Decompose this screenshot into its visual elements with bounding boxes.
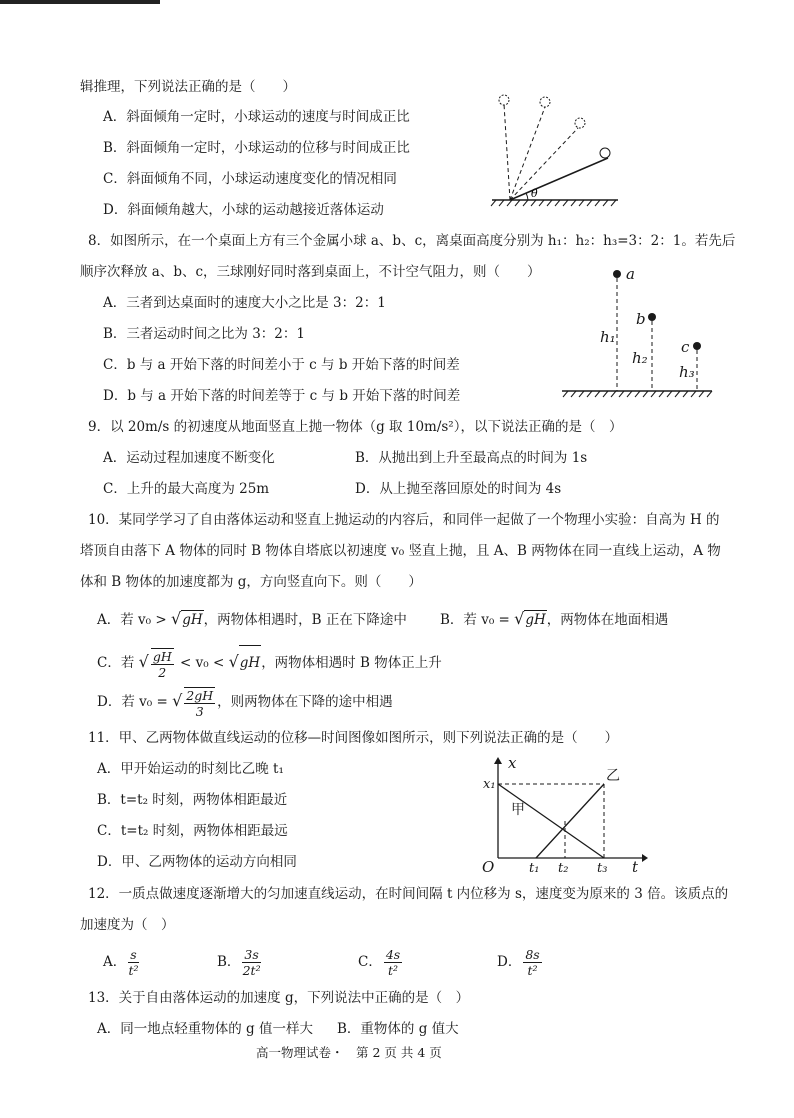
- q10-option-c-fraction: [151, 648, 174, 680]
- q10-option-b-text: ，两物体在地面相遇: [546, 612, 669, 628]
- q12-option-b: [217, 944, 263, 980]
- q8-stem-line2: 顺序次释放 a、b、c，三球刚好同时落到桌面上，不计空气阻力，则（ ）: [80, 264, 541, 280]
- q11-option-a: A．甲开始运动的时刻比乙晚 t₁: [97, 761, 284, 777]
- q10-option-c-middle: < v₀ <: [175, 655, 229, 671]
- q7-stem: 辑推理，下列说法正确的是（ ）: [80, 79, 296, 95]
- q10-option-b: [440, 610, 668, 629]
- q10-option-d-fraction: [184, 687, 215, 719]
- q8-option-c: C．b 与 a 开始下落的时间差小于 c 与 b 开始下落的时间差: [103, 357, 460, 373]
- fraction-numerator: s: [130, 947, 137, 962]
- option-label: D．: [497, 954, 522, 970]
- q11-yi-label: 乙: [606, 768, 620, 784]
- option-fraction: [523, 947, 541, 978]
- q10-option-a-prefix: A．若 v₀ >: [97, 612, 171, 628]
- q10-stem-line1: 10．某同学学习了自由落体运动和竖直上抛运动的内容后，和同伴一起做了一个物理小实验：自高为 H 的: [88, 512, 720, 528]
- q11-t-axis-label: t: [632, 858, 639, 874]
- q13-option-a: A．同一地点轻重物体的 g 值一样大: [97, 1021, 313, 1037]
- q10-option-b-radicand: gH: [525, 612, 546, 628]
- q9-option-d: D．从上抛至落回原处的时间为 4s: [355, 481, 562, 497]
- q8-balls-figure: [560, 262, 720, 402]
- q10-option-d-text: ，则两物体在下降的途中相遇: [217, 694, 393, 710]
- sqrt-sign: √: [170, 609, 182, 628]
- fraction-numerator: 8s: [525, 947, 540, 962]
- q8-label-b: b: [636, 310, 646, 328]
- option-fraction: [384, 947, 402, 978]
- fraction-denominator: 2: [158, 664, 167, 680]
- q12-stem-line2: 加速度为（ ）: [80, 917, 175, 933]
- q8-label-h2: h₂: [632, 349, 648, 367]
- q11-jia-label: 甲: [511, 802, 525, 818]
- fraction-denominator: t²: [388, 963, 399, 978]
- q11-option-c: C．t=t₂ 时刻，两物体相距最远: [97, 823, 288, 839]
- q10-option-a-text: ，两物体相遇时，B 正在下降途中: [203, 612, 407, 628]
- q9-option-b: B．从抛出到上升至最高点的时间为 1s: [355, 450, 588, 466]
- q10-stem-line2: 塔顶自由落下 A 物体的同时 B 物体自塔底以初速度 v₀ 竖直上抛，且 A、B 两物体在同一直线上运动，A 物: [80, 543, 721, 559]
- q11-xt-graph: [478, 754, 650, 874]
- q10-option-b-prefix: B．若 v₀ =: [440, 612, 515, 628]
- q8-label-h1: h₁: [600, 328, 616, 346]
- q8-option-a: A．三者到达桌面时的速度大小之比是 3：2：1: [103, 295, 386, 311]
- q7-option-c: C．斜面倾角不同，小球运动速度变化的情况相同: [103, 171, 397, 187]
- q11-t3-label: t₃: [597, 861, 608, 874]
- fraction-numerator: 4s: [385, 947, 401, 962]
- q10-option-d-prefix: D．若 v₀ =: [97, 694, 173, 710]
- q12-option-a: [103, 944, 141, 980]
- q10-option-c-radicand: gH: [239, 645, 261, 680]
- q12-option-d: [497, 944, 544, 980]
- q9-option-c: C．上升的最大高度为 25m: [103, 481, 270, 497]
- sqrt-sign: √: [172, 691, 183, 710]
- q7-option-b: B．斜面倾角一定时，小球运动的位移与时间成正比: [103, 140, 410, 156]
- q10-option-d: [97, 684, 393, 719]
- q8-option-d: D．b 与 a 开始下落的时间差等于 c 与 b 开始下落的时间差: [103, 388, 461, 404]
- fraction-denominator: 2t²: [242, 963, 261, 978]
- option-fraction: [242, 947, 260, 978]
- q8-option-b: B．三者运动时间之比为 3：2：1: [103, 326, 305, 342]
- q9-stem: 9．以 20m/s 的初速度从地面竖直上抛一物体（g 取 10m/s²），以下说法正确的是（ ）: [88, 419, 623, 435]
- q10-option-a: [97, 610, 407, 629]
- q8-label-a: a: [626, 265, 635, 283]
- q7-option-a: A．斜面倾角一定时，小球运动的速度与时间成正比: [103, 109, 410, 125]
- q11-stem: 11．甲、乙两物体做直线运动的位移—时间图像如图所示，则下列说法正确的是（ ）: [88, 730, 619, 746]
- sqrt-sign: √: [228, 652, 239, 671]
- q13-stem: 13．关于自由落体运动的加速度 g，下列说法中正确的是（ ）: [88, 990, 470, 1006]
- q10-option-c-text: ，两物体相遇时 B 物体正上升: [261, 655, 442, 671]
- q11-origin-label: O: [482, 858, 495, 874]
- q10-option-c-prefix: C．若: [97, 655, 139, 671]
- q11-t1-label: t₁: [529, 861, 540, 874]
- q11-x-axis-label: x: [508, 754, 517, 772]
- q12-option-c: [358, 944, 404, 980]
- q8-stem-line1: 8．如图所示，在一个桌面上方有三个金属小球 a、b、c，离桌面高度分别为 h₁：h₂：h₃=3：2：1。若先后: [88, 233, 736, 249]
- q9-option-a: A．运动过程加速度不断变化: [103, 450, 275, 466]
- fraction-denominator: t²: [128, 963, 139, 978]
- sqrt-sign: √: [138, 652, 149, 671]
- option-label: A．: [103, 954, 127, 970]
- fraction-denominator: t²: [527, 963, 538, 978]
- option-label: C．: [358, 954, 382, 970]
- option-label: B．: [217, 954, 241, 970]
- q13-option-b: B．重物体的 g 值大: [337, 1021, 459, 1037]
- q11-x1-label: x₁: [483, 777, 496, 792]
- option-fraction: [128, 947, 138, 978]
- q11-option-b: B．t=t₂ 时刻，两物体相距最近: [97, 792, 288, 808]
- q7-incline-figure: [490, 90, 620, 210]
- q10-option-a-radicand: gH: [182, 612, 203, 628]
- q10-option-c: [97, 645, 442, 680]
- q10-stem-line3: 体和 B 物体的加速度都为 g，方向竖直向下。则（ ）: [80, 574, 422, 590]
- fraction-denominator: 3: [195, 703, 204, 719]
- fraction-numerator: gH: [152, 648, 172, 664]
- header-scan-edge: [0, 0, 160, 4]
- q8-label-c: c: [681, 338, 690, 356]
- q8-label-h3: h₃: [679, 363, 695, 381]
- q7-theta-label: θ: [531, 187, 538, 200]
- fraction-numerator: 2gH: [186, 687, 214, 703]
- q11-option-d: D．甲、乙两物体的运动方向相同: [97, 854, 297, 870]
- q12-stem-line1: 12．一质点做速度逐渐增大的匀加速直线运动，在时间间隔 t 内位移为 s，速度变为原来的 3 倍。该质点的: [88, 886, 729, 902]
- sqrt-sign: √: [514, 609, 525, 628]
- q7-option-d: D．斜面倾角越大，小球的运动越接近落体运动: [103, 202, 384, 218]
- fraction-numerator: 3s: [244, 947, 259, 962]
- q11-t2-label: t₂: [558, 861, 569, 874]
- page-footer: 高一物理试卷・ 第 2 页 共 4 页: [256, 1045, 442, 1060]
